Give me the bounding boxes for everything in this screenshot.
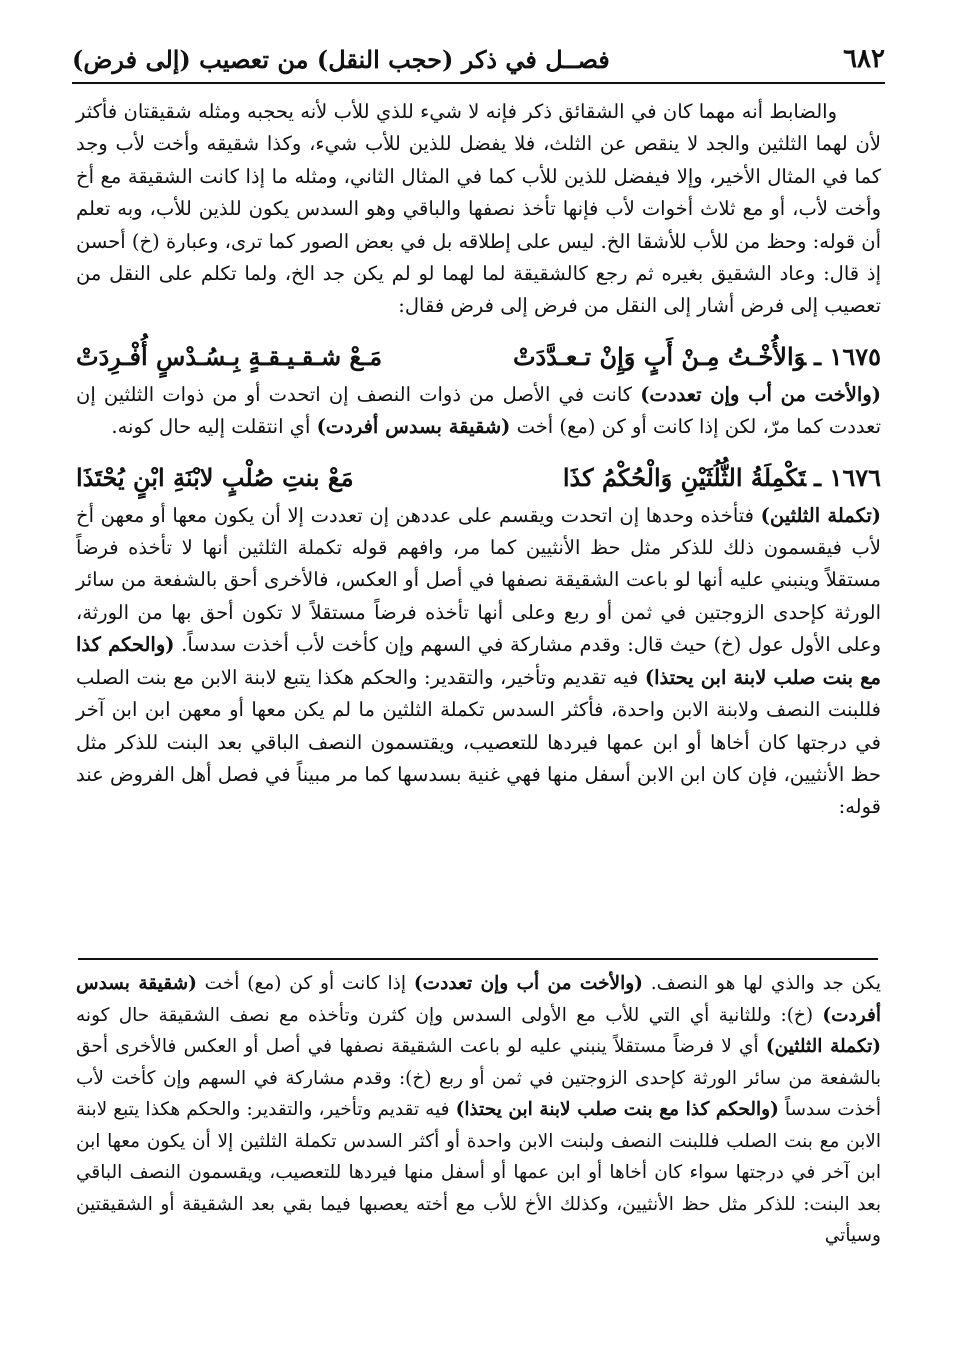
footnote-lemma: (والأخت من أب وإن تعددت): [413, 973, 643, 994]
footnote-text: فيه تقديم وتأخير، والتقدير: والحكم هكذا يتبع لابنة الابن مع بنت الصلب فللبنت النصف ولبنت الابن واحدة أو أكثر السدس تكملة الثلثين إلا أن يكون معها ابن ابن آخر في درجتها سواء كان أخاها أو ابن عمها أو أسفل منها فيردها للتعصيب، ويقسمون النصف الباقي بعد البنت: للذكر مثل حظ الأنثيين، وكذلك الأخ للأب مع أخته يعصبها فيما بقي بعد الشقيقة أو الشقيقتين وسيأتي: [76, 1099, 881, 1246]
paragraph-3: [76, 500, 881, 824]
page-number: ٦٨٢: [843, 44, 885, 74]
running-title: فصــل في ذكر (حجب النقل) من تعصيب (إلى فرض): [72, 44, 610, 74]
footnote-text: أي لا فرضاً مستقلاً ينبني عليه لو باعت الشقيقة نصفها في أصل أو العكس فالأخرى أحق بالشفعة من سائر الورثة كإحدى الزوجتين في ثمن أو ربع (خ): وقدم مشاركة في السهم وإن كأخت لأب أخذت سدساً: [76, 1036, 881, 1120]
commentary-text: أي انتقلت إليه حال كونه.: [111, 415, 317, 439]
verse-text: وَالأُخْـتُ مِـنْ أَبٍ وَإِنْ تـعـدَّدَتْ: [512, 341, 807, 371]
commentary-lemma: (تكملة الثلثين): [760, 503, 881, 527]
footnote-lemma: (شقيقة بسدس أفردت): [76, 973, 881, 1026]
footnote-divider: [78, 958, 878, 960]
verse-1676-first-hemistich: [563, 456, 881, 500]
footnote-paragraph: [76, 968, 881, 1252]
verse-1675: [76, 335, 881, 379]
footnote-text: إذا كانت أو كن (مع) أخت: [196, 973, 414, 994]
verse-1675-second-hemistich: مَـعْ شـقـيـقـةٍ بِـسُـدْسٍ أُفْـرِدَتْ: [76, 341, 383, 371]
verse-number: ١٦٧٥ ـ: [814, 341, 881, 371]
paragraph-1: والضابط أنه مهما كان في الشقائق ذكر فإنه لا شيء للذي للأب لأنه يحجبه ومثله شقيقتان فأكثر لأن لهما الثلثين والجد لا ينقص عن الثلث، فلا يفضل للذين للأب شيء، وكذا شقيقه وأخت لأب وجد كما في المثال الأخير، وإلا فيفضل للذين للأب كما في المثال الثاني، ومثله ما إذا كانت الشقيقة مع أخ وأخت لأب، أو مع ثلاث أخوات لأب فإنها تأخذ نصفها والباقي وهو السدس يكون للذين للأب، وبه تعلم أن قوله: وحظ من للأب للأشقا الخ. ليس على إطلاقه بل في بعض الصور كما ترى، وعبارة (خ) أحسن إذ قال: وعاد الشقيق بغيره ثم رجع كالشقيقة لما لهما لو لم يكن جد الخ، ولما تكلم على النقل من تعصيب إلى فرض أشار إلى النقل من فرض إلى فرض فقال:: [76, 100, 881, 318]
commentary-text: فيه تقديم وتأخير، والتقدير: والحكم هكذا يتبع لابنة الابن مع بنت الصلب فللبنت النصف ولابنة الابن واحدة، فأكثر السدس تكملة الثلثين ما لم يكن معها أو معهن ابن ابن آخر في درجتها كان أخاها أو ابن عمها فيردها للتعصيب، ويقتسمون النصف الباقي بعد البنت للذكر مثل حظ الأنثيين، فإن كان ابن الابن أسفل منها فهي غنية بسدسها كما مر مبيناً في فصل أهل الفروض عند قوله:: [76, 665, 881, 819]
main-text: [76, 96, 881, 824]
commentary-lemma: (والحكم كذا مع بنت صلب لابنة ابن يحتذا): [76, 633, 881, 689]
footnote: [76, 968, 881, 1252]
footnote-text: (خ): وللثانية أي التي للأب مع الأولى السدس وإن كثرن وتأخذه مع نصف الشقيقة حال كونه: [76, 1004, 823, 1026]
paragraph-2: [76, 379, 881, 444]
commentary-text: كانت في الأصل من ذوات النصف إن اتحدت أو من ذوات الثلثين إن تعددت كما مرّ، لكن إذا كانت أو كن (مع) أخت: [76, 382, 881, 439]
commentary-lemma: (والأخت من أب وإن تعددت): [640, 382, 881, 406]
commentary-text: فتأخذه وحدها إن اتحدت ويقسم على عددهن إن تعددت إلا أن يكون معها أو معهن أخ لأب فيقسمون ذلك للذكر مثل حظ الأنثيين كما مر، وافهم قوله تكملة الثلثين أنها لا تأخذه فرضاً مستقلاً وينبني عليه أنها لو باعت الشقيقة نصفها في أصل أو العكس، فالأخرى أحق بالشفعة من سائر الورثة كإحدى الزوجتين في ثمن أو ربع وعلى أنها تأخذه فرضاً مستقلاً لا تكون أحق بها من الورثة، وعلى الأول عول (خ) حيث قال: وقدم مشاركة في السهم وإن كأخت لأب أخذت سدساً.: [76, 503, 882, 657]
footnote-text: يكن جد والذي لها هو النصف.: [642, 973, 882, 994]
verse-1676: [76, 456, 881, 500]
footnote-lemma: (تكملة الثلثين): [765, 1036, 881, 1057]
page-header: [72, 36, 885, 84]
verse-number: ١٦٧٦ ـ: [814, 462, 881, 492]
verse-1675-first-hemistich: [513, 335, 881, 379]
verse-text: تَكْمِلَةُ الثُّلُثَيْنِ وَالْحُكْمُ كذَا: [562, 462, 807, 492]
footnote-lemma: (والحكم كذا مع بنت صلب لابنة ابن يحتذا): [455, 1099, 779, 1120]
verse-1676-second-hemistich: مَعْ بنتِ صُلْبٍ لابْنَةِ ابْنٍ يُحْتَذَا: [76, 462, 354, 492]
commentary-lemma: (شقيقة بسدس أفردت): [316, 415, 511, 439]
